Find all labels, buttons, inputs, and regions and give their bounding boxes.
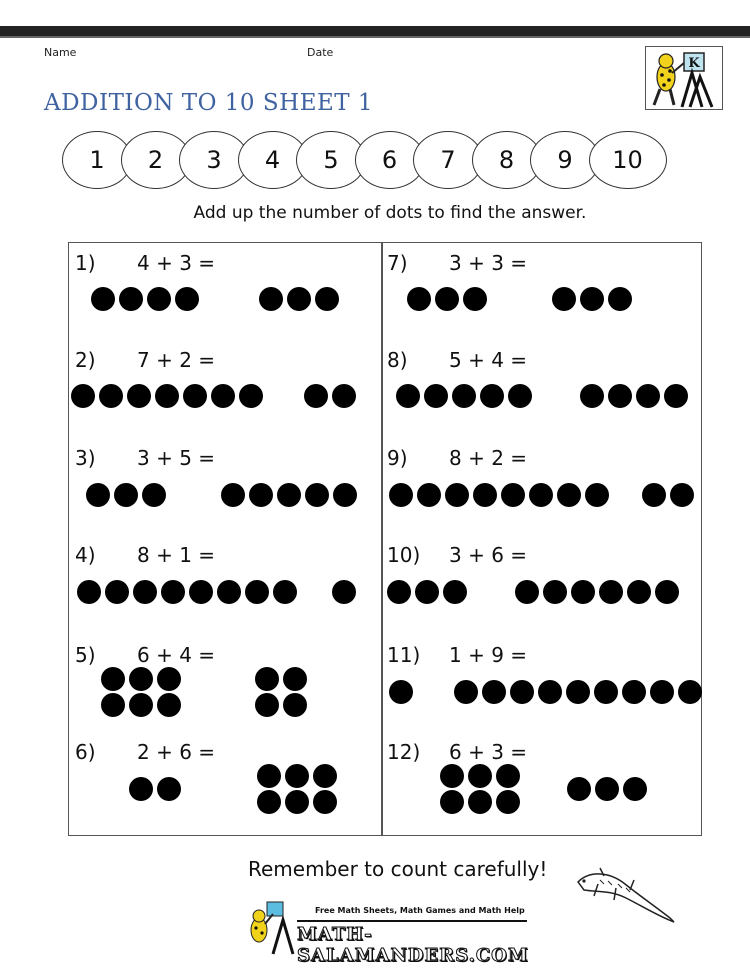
count-dot [114,483,138,507]
count-dot [566,680,590,704]
count-dot [571,580,595,604]
problem-6 [75,740,215,764]
count-dot [608,287,632,311]
column-divider [381,243,383,835]
problem-expression: 6 + 4 = [137,643,216,667]
count-dot [147,287,171,311]
count-dot [608,384,632,408]
count-dot [239,384,263,408]
site-name[interactable]: MATH-SALAMANDERS.COM [297,924,529,966]
problem-number: 4) [75,543,96,567]
count-dot [440,764,464,788]
count-dot [664,384,688,408]
count-dot [283,667,307,691]
count-dot [642,483,666,507]
number-circle-4: 4 [238,131,308,189]
count-dot [211,384,235,408]
count-dot [407,287,431,311]
count-dot [594,680,618,704]
count-dot [538,680,562,704]
count-dot [255,667,279,691]
count-dot [304,384,328,408]
count-dot [396,384,420,408]
count-dot [127,384,151,408]
count-dot [496,790,520,814]
count-dot [501,483,525,507]
problem-5 [75,643,215,667]
count-dot [183,384,207,408]
problem-3 [75,446,215,470]
problem-expression: 3 + 5 = [137,446,216,470]
count-dot [99,384,123,408]
number-circle-10: 10 [589,131,667,189]
count-dot [315,287,339,311]
count-dot [101,693,125,717]
top-border-bar [0,26,750,38]
count-dot [161,580,185,604]
count-dot [157,693,181,717]
count-dot [417,483,441,507]
problem-expression: 8 + 2 = [449,446,528,470]
count-dot [623,777,647,801]
count-dot [552,287,576,311]
problem-11 [387,643,527,667]
count-dot [129,777,153,801]
count-dot [655,580,679,604]
count-dot [452,384,476,408]
number-circle-9: 9 [530,131,600,189]
count-dot [101,667,125,691]
count-dot [473,483,497,507]
problem-number: 5) [75,643,96,667]
problem-expression: 2 + 6 = [137,740,216,764]
site-logo[interactable] [245,900,545,966]
count-dot [599,580,623,604]
problem-12 [387,740,527,764]
count-dot [435,287,459,311]
count-dot [627,580,651,604]
count-dot [468,764,492,788]
count-dot [440,790,464,814]
reminder-text: Remember to count carefully! [248,857,548,881]
problem-number: 6) [75,740,96,764]
count-dot [119,287,143,311]
problem-expression: 3 + 3 = [449,251,528,275]
salamander-drawing-icon [570,862,680,932]
number-line [62,131,682,193]
count-dot [283,693,307,717]
name-label: Name [44,46,77,59]
problem-4 [75,543,215,567]
count-dot [496,764,520,788]
worksheet-title: ADDITION TO 10 SHEET 1 [44,90,374,116]
date-label: Date [307,46,334,59]
problem-number: 1) [75,251,96,275]
count-dot [221,483,245,507]
salamander-logo-icon [245,900,295,956]
count-dot [482,680,506,704]
count-dot [313,764,337,788]
problem-grid [68,242,702,836]
count-dot [142,483,166,507]
count-dot [557,483,581,507]
kindergarten-logo [645,46,723,110]
count-dot [245,580,269,604]
problem-1 [75,251,215,275]
count-dot [332,384,356,408]
problem-number: 12) [387,740,421,764]
problem-expression: 4 + 3 = [137,251,216,275]
problem-number: 8) [387,348,408,372]
count-dot [424,384,448,408]
problem-expression: 3 + 6 = [449,543,528,567]
problem-number: 7) [387,251,408,275]
count-dot [389,680,413,704]
count-dot [480,384,504,408]
problem-expression: 1 + 9 = [449,643,528,667]
count-dot [273,580,297,604]
count-dot [86,483,110,507]
instructions: Add up the number of dots to find the answer. [193,203,587,223]
problem-8 [387,348,527,372]
count-dot [157,667,181,691]
count-dot [129,667,153,691]
count-dot [650,680,674,704]
number-circle-5: 5 [296,131,366,189]
count-dot [580,287,604,311]
count-dot [670,483,694,507]
count-dot [157,777,181,801]
count-dot [333,483,357,507]
count-dot [595,777,619,801]
problem-number: 10) [387,543,421,567]
problem-7 [387,251,527,275]
count-dot [277,483,301,507]
count-dot [515,580,539,604]
number-circle-2: 2 [121,131,191,189]
problem-expression: 7 + 2 = [137,348,216,372]
count-dot [155,384,179,408]
count-dot [105,580,129,604]
salamander-logo-icon [646,47,722,109]
problem-expression: 5 + 4 = [449,348,528,372]
count-dot [580,384,604,408]
count-dot [678,680,702,704]
count-dot [510,680,534,704]
count-dot [508,384,532,408]
count-dot [285,790,309,814]
count-dot [189,580,213,604]
count-dot [255,693,279,717]
count-dot [249,483,273,507]
problem-number: 3) [75,446,96,470]
count-dot [443,580,467,604]
count-dot [77,580,101,604]
count-dot [91,287,115,311]
count-dot [454,680,478,704]
problem-number: 11) [387,643,421,667]
number-circle-7: 7 [413,131,483,189]
count-dot [257,790,281,814]
count-dot [129,693,153,717]
count-dot [313,790,337,814]
problem-10 [387,543,527,567]
count-dot [217,580,241,604]
count-dot [257,764,281,788]
count-dot [567,777,591,801]
problem-2 [75,348,215,372]
problem-expression: 8 + 1 = [137,543,216,567]
count-dot [622,680,646,704]
tagline-underline [297,920,527,922]
count-dot [543,580,567,604]
count-dot [463,287,487,311]
count-dot [259,287,283,311]
count-dot [529,483,553,507]
number-circle-8: 8 [472,131,542,189]
count-dot [585,483,609,507]
count-dot [71,384,95,408]
number-circle-3: 3 [179,131,249,189]
count-dot [387,580,411,604]
site-tagline: Free Math Sheets, Math Games and Math Help [315,906,525,915]
count-dot [287,287,311,311]
number-circle-6: 6 [355,131,425,189]
count-dot [445,483,469,507]
number-circle-1: 1 [62,131,132,189]
problem-number: 2) [75,348,96,372]
count-dot [285,764,309,788]
logo-letter: K [688,56,700,71]
count-dot [389,483,413,507]
count-dot [636,384,660,408]
problem-number: 9) [387,446,408,470]
count-dot [175,287,199,311]
count-dot [415,580,439,604]
count-dot [332,580,356,604]
count-dot [305,483,329,507]
problem-expression: 6 + 3 = [449,740,528,764]
problem-9 [387,446,527,470]
count-dot [133,580,157,604]
count-dot [468,790,492,814]
